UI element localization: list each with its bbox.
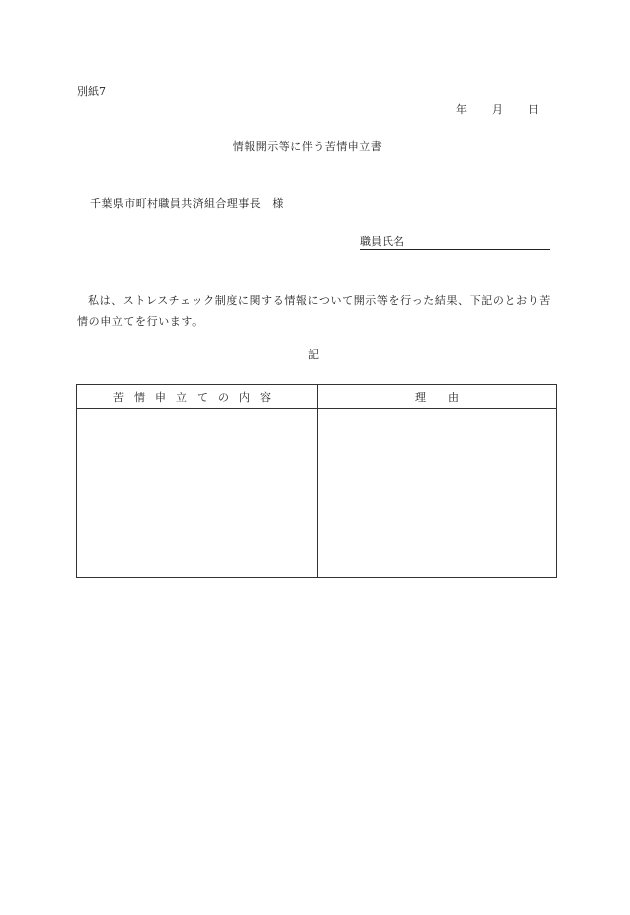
signature-label: 職員氏名 — [360, 235, 404, 248]
header-complaint-content: 苦情申立ての内容 — [77, 385, 318, 409]
header-reason: 理 由 — [318, 385, 557, 409]
complaint-table — [76, 384, 557, 578]
attachment-label: 別紙7 — [77, 85, 106, 98]
reason-cell[interactable] — [318, 409, 557, 578]
ki-heading: 記 — [308, 348, 319, 361]
table-row — [77, 409, 557, 578]
signature-field[interactable] — [360, 235, 550, 250]
date-day: 日 — [528, 103, 539, 116]
body-paragraph: 私は、ストレスチェック制度に関する情報について開示等を行った結果、下記のとおり苦情の申立てを行います。 — [77, 294, 551, 328]
date-month: 月 — [492, 103, 503, 116]
addressee: 千葉県市町村職員共済組合理事長 様 — [90, 197, 284, 210]
document-title: 情報開示等に伴う苦情申立書 — [232, 140, 383, 153]
date-year: 年 — [456, 103, 467, 116]
complaint-content-cell[interactable] — [77, 409, 318, 578]
table-header-row — [77, 385, 557, 409]
